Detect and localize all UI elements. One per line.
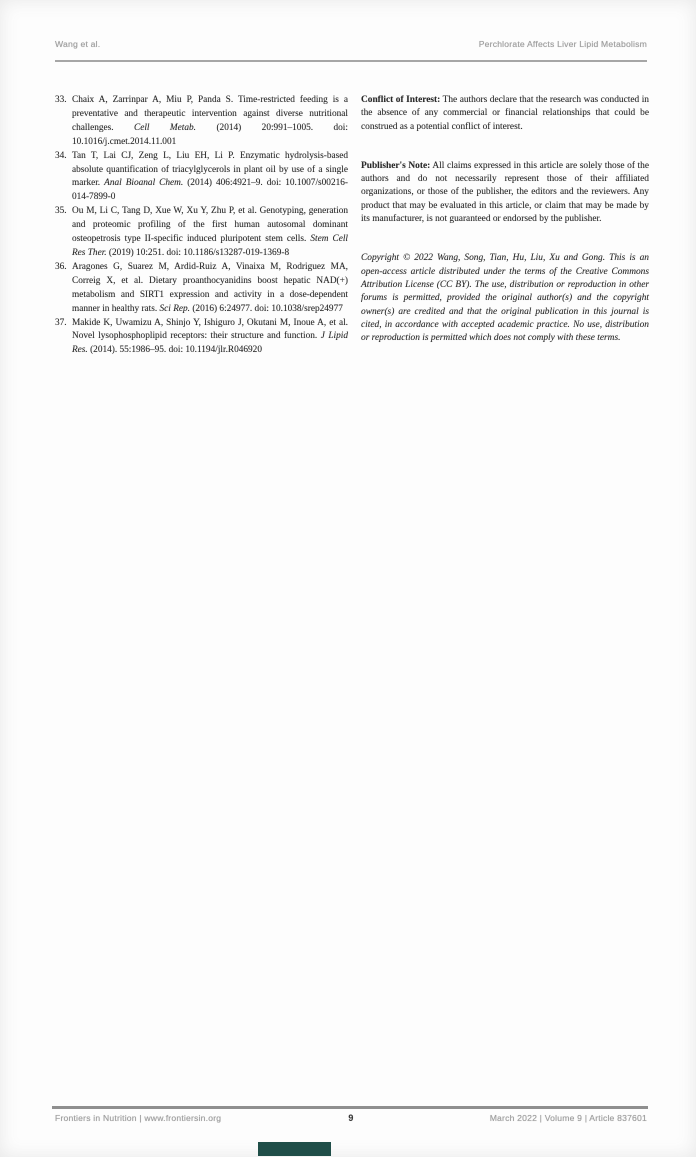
reference-citation: Makide K, Uwamizu A, Shinjo Y, Ishiguro J, Okutani M, Inoue A, et al. Novel lysophosphoplipid receptors: their structure and function. [72,317,348,342]
header-rule [55,60,647,62]
running-head-author: Wang et al. [55,39,101,49]
publishers-note-text: All claims expressed in this article are solely those of the authors and do not necessarily represent those of their affiliated organizations, or those of the publisher, the editors and the reviewers. Any product that may be evaluated in this article, or claim that may be made by its manufacturer, is not guaranteed or endorsed by the publisher. [361,160,650,225]
copyright-paragraph: Copyright © 2022 Wang, Song, Tian, Hu, Liu, Xu and Gong. This is an open-access article distributed under the terms of the Creative Commons Attribution License (CC BY). The use, distribution or reproduction in other forums is permitted, provided the original author(s) and the copyright owner(s) are credited and that the original publication in this journal is cited, in accordance with accepted academic practice. No use, distribution or reproduction is permitted which does not comply with these terms. [361,253,649,344]
footer-article-info: March 2022 | Volume 9 | Article 837601 [489,1113,647,1123]
reference-citation: Tan T, Lai CJ, Zeng L, Liu EH, Li P. Enzymatic hydrolysis-based absolute quantification of triacylglycerols in plant oil by use of a single marker. [72,150,348,189]
reference-item-33 [55,94,348,150]
page-footer [55,1113,647,1127]
conflict-of-interest-paragraph [361,94,649,134]
journal-name: J Lipid Res. [72,331,348,356]
reference-item-37 [55,317,348,359]
reference-number: 35. [55,206,67,217]
reference-citation-tail: (2014) 20:991–1005. doi: 10.1016/j.cmet.2014.11.001 [72,122,348,147]
reference-item-35 [55,205,348,261]
journal-name: Stem Cell Res Ther. [72,234,348,258]
reference-number: 36. [55,261,67,272]
reference-item-36 [55,261,348,317]
footer-page-number: 9 [348,1113,354,1123]
page-content [55,94,649,371]
reference-citation-tail: (2014) 406:4921–9. doi: 10.1007/s00216-014-7899-0 [72,178,348,203]
reference-citation-tail: (2016) 6:24977. doi: 10.1038/srep24977 [190,303,343,314]
publishers-note-paragraph [361,160,649,226]
reference-citation: Chaix A, Zarrinpar A, Miu P, Panda S. Time-restricted feeding is a preventative and therapeutic intervention against diverse nutritional challenges. [72,95,348,133]
references-column [55,94,348,371]
reference-text [72,261,348,317]
conflict-of-interest-text: The authors declare that the research was conducted in the absence of any commercial or financial relationships that could be construed as a potential conflict of interest. [361,95,649,132]
reference-text [72,150,348,206]
reference-number: 34. [55,150,67,161]
reference-citation: Aragones G, Suarez M, Ardid-Ruiz A, Vinaixa M, Rodriguez MA, Correig X, et al. Dietary proanthocyanidins boost hepatic NAD(+) metabolism and SIRT1 expression and activity in a dose-dependent manner in healthy rats. [72,261,348,314]
teal-marker-bar [258,1142,331,1156]
publishers-note-label: Publisher's Note: [361,160,431,171]
journal-name: Sci Rep. [159,303,190,314]
footer-journal-info: Frontiers in Nutrition | www.frontiersin.org [55,1113,222,1123]
reference-citation-tail: (2014). 55:1986–95. doi: 10.1194/jlr.R046920 [87,345,262,356]
footer-rule [52,1106,648,1109]
reference-citation-tail: (2019) 10:251. doi: 10.1186/s13287-019-1369-8 [106,247,290,258]
running-head [55,39,647,49]
reference-number: 33. [55,95,67,105]
running-head-title: Perchlorate Affects Liver Lipid Metabolism [478,39,647,49]
journal-name: Anal Bioanal Chem. [104,178,184,189]
conflict-of-interest-label: Conflict of Interest: [361,95,441,105]
journal-name: Cell Metab. [134,122,197,133]
statements-column [361,94,649,371]
reference-text [72,317,348,359]
reference-citation: Ou M, Li C, Tang D, Xue W, Xu Y, Zhu P, et al. Genotyping, generation and proteomic profiling of the first human autosomal dominant osteopetrosis type II-specific induced pluripotent stem cells. [72,206,348,245]
reference-item-34 [55,150,348,206]
reference-number: 37. [55,317,67,328]
reference-text [72,94,348,150]
reference-text [72,205,348,261]
